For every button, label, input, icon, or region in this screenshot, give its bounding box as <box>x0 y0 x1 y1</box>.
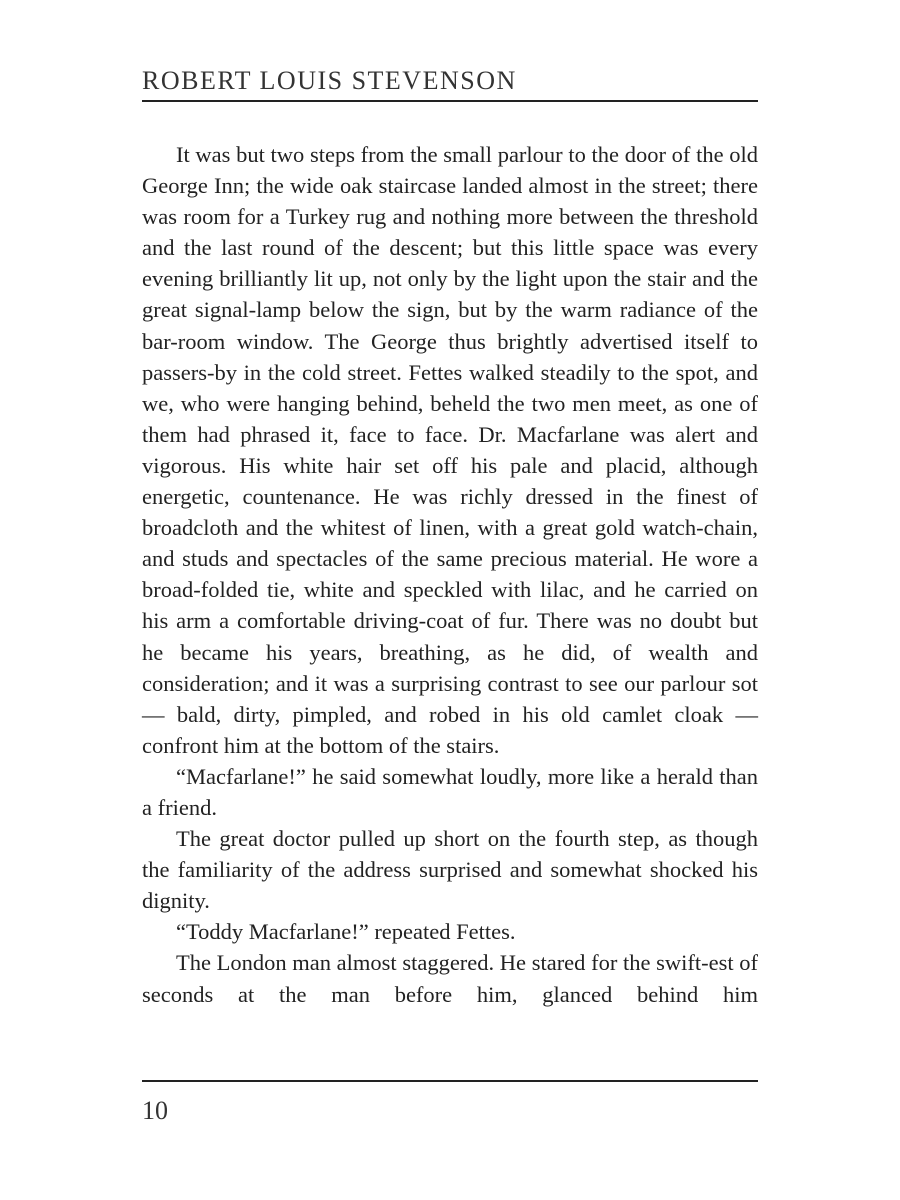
footer-rule <box>142 1080 758 1082</box>
paragraph: “Toddy Macfarlane!” repeated Fettes. <box>176 919 516 945</box>
paragraph: It was but two steps from the small parlour to the door of the old George Inn; the wide oak staircase landed almost in the street; there was room for a Turkey rug and nothing more between the threshold and the last round of the descent; but this little space was every evening brilliantly lit up, not only by the light upon the stair and the great signal-lamp below the sign, but by the warm radiance of the bar-room window. The George thus brightly advertised itself to passers-by in the cold street. Fettes walked steadily to the spot, and we, who were hanging behind, beheld the two men meet, as one of them had phrased it, face to face. Dr. Macfarlane was alert and vigorous. His white hair set off his pale and placid, although energetic, countenance. He was richly dressed in the finest of broadcloth and the whitest of linen, with a great gold watch-chain, and studs and spectacles of the same precious material. He wore a broad-folded tie, white and speckled with lilac, and he carried on his arm a comfortable driving-coat of fur. There was no doubt but he became his years, breathing, as he did, of wealth and consideration; and it was a surprising contrast to see our parlour sot — bald, dirty, pimpled, and robed in his old camlet cloak — confront him at the bottom of the stairs. <box>142 142 758 758</box>
body-text <box>142 139 758 1010</box>
paragraph: “Macfarlane!” he said somewhat loudly, more like a herald than a friend. <box>142 763 758 820</box>
page-number: 10 <box>142 1096 168 1125</box>
header-rule <box>142 100 758 102</box>
running-title: ROBERT LOUIS STEVENSON <box>142 66 517 95</box>
running-header <box>142 64 758 104</box>
paragraph: The London man almost staggered. He stared for the swift-est of seconds at the man before him, glanced behind him <box>142 950 758 1007</box>
paragraph: The great doctor pulled up short on the fourth step, as though the familiarity of the address surprised and somewhat shocked his dignity. <box>142 826 758 914</box>
